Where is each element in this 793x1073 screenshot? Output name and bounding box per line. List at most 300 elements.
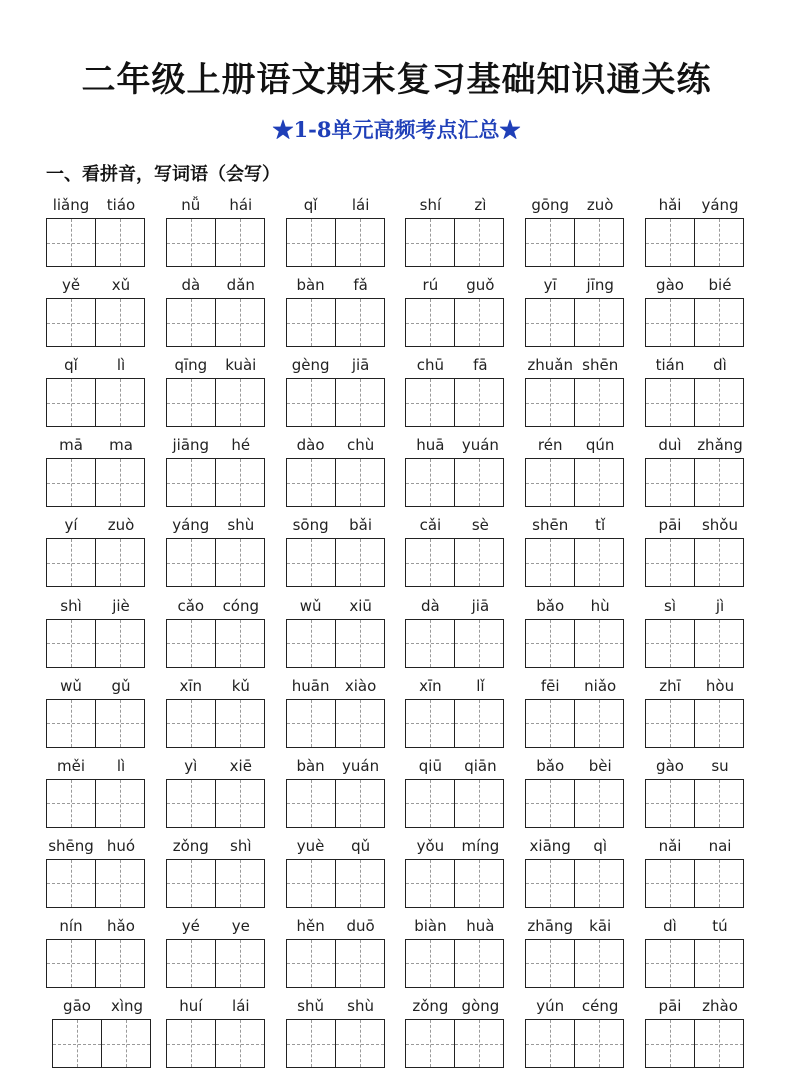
guide-line-horizontal — [575, 563, 623, 564]
writing-cell[interactable] — [287, 539, 335, 586]
pinyin-label: zhāng — [527, 916, 573, 935]
tianzige-writing-box[interactable] — [166, 1019, 265, 1068]
guide-line-horizontal — [646, 1044, 694, 1045]
writing-cell[interactable] — [526, 539, 574, 586]
pinyin-label: yuán — [342, 756, 380, 775]
tianzige-writing-box[interactable] — [46, 779, 145, 828]
pinyin-label: cǎi — [419, 516, 442, 535]
guide-line-horizontal — [646, 323, 694, 324]
writing-cell[interactable] — [406, 1020, 454, 1067]
writing-cell[interactable] — [335, 620, 384, 667]
tianzige-writing-box[interactable] — [645, 1019, 744, 1068]
pinyin-label: bàn — [296, 276, 325, 295]
tianzige-writing-box[interactable] — [166, 939, 265, 988]
writing-cell[interactable] — [95, 299, 144, 346]
tianzige-writing-box[interactable] — [405, 1019, 504, 1068]
writing-cell[interactable] — [47, 299, 95, 346]
tianzige-writing-box[interactable] — [645, 619, 744, 668]
pinyin-label: huà — [466, 916, 495, 935]
writing-cell[interactable] — [646, 459, 694, 506]
writing-cell[interactable] — [574, 219, 623, 266]
tianzige-writing-box[interactable] — [645, 218, 744, 267]
exercise-row — [46, 593, 746, 673]
guide-line-horizontal — [455, 323, 503, 324]
writing-cell[interactable] — [646, 700, 694, 747]
writing-cell[interactable] — [694, 620, 743, 667]
pinyin-label: tǐ — [595, 516, 606, 535]
writing-cell[interactable] — [646, 940, 694, 987]
writing-cell[interactable] — [406, 219, 454, 266]
writing-cell[interactable] — [215, 940, 264, 987]
writing-cell[interactable] — [167, 620, 215, 667]
writing-cell[interactable] — [101, 1020, 150, 1067]
guide-line-horizontal — [287, 403, 335, 404]
pinyin-label: hù — [590, 596, 610, 615]
writing-cell[interactable] — [574, 780, 623, 827]
word-item — [405, 272, 506, 352]
writing-cell[interactable] — [694, 379, 743, 426]
tianzige-writing-box[interactable] — [645, 699, 744, 748]
tianzige-writing-box[interactable] — [525, 939, 624, 988]
tianzige-writing-box[interactable] — [645, 779, 744, 828]
guide-line-horizontal — [53, 1044, 101, 1045]
tianzige-writing-box[interactable] — [46, 619, 145, 668]
guide-line-horizontal — [646, 243, 694, 244]
writing-cell[interactable] — [215, 860, 264, 907]
tianzige-writing-box[interactable] — [525, 458, 624, 507]
guide-line-horizontal — [526, 243, 574, 244]
writing-cell[interactable] — [287, 459, 335, 506]
tianzige-writing-box[interactable] — [166, 538, 265, 587]
writing-cell[interactable] — [167, 459, 215, 506]
tianzige-writing-box[interactable] — [525, 779, 624, 828]
tianzige-writing-box[interactable] — [405, 458, 504, 507]
tianzige-writing-box[interactable] — [166, 699, 265, 748]
tianzige-writing-box[interactable] — [166, 859, 265, 908]
word-item — [645, 352, 746, 432]
tianzige-writing-box[interactable] — [405, 699, 504, 748]
guide-line-horizontal — [336, 803, 384, 804]
writing-cell[interactable] — [215, 620, 264, 667]
writing-cell[interactable] — [167, 299, 215, 346]
writing-cell[interactable] — [574, 700, 623, 747]
pinyin-label: yě — [61, 276, 81, 295]
tianzige-writing-box[interactable] — [46, 538, 145, 587]
word-item — [525, 192, 626, 272]
tianzige-writing-box[interactable] — [525, 1019, 624, 1068]
guide-line-horizontal — [216, 883, 264, 884]
writing-cell[interactable] — [335, 940, 384, 987]
tianzige-writing-box[interactable] — [46, 458, 145, 507]
guide-line-horizontal — [646, 483, 694, 484]
tianzige-writing-box[interactable] — [525, 298, 624, 347]
writing-cell[interactable] — [167, 379, 215, 426]
writing-cell[interactable] — [646, 299, 694, 346]
tianzige-writing-box[interactable] — [166, 779, 265, 828]
pinyin-label: bàn — [296, 756, 325, 775]
pinyin-label: yáng — [701, 196, 739, 214]
word-item — [46, 352, 147, 432]
writing-cell[interactable] — [406, 620, 454, 667]
guide-line-horizontal — [695, 403, 743, 404]
pinyin-label: lì — [116, 356, 126, 375]
writing-cell[interactable] — [287, 940, 335, 987]
writing-cell[interactable] — [335, 539, 384, 586]
writing-cell[interactable] — [694, 940, 743, 987]
writing-cell[interactable] — [167, 1020, 215, 1067]
guide-line-horizontal — [47, 963, 95, 964]
tianzige-writing-box[interactable] — [525, 218, 624, 267]
tianzige-writing-box[interactable] — [166, 458, 265, 507]
writing-cell[interactable] — [335, 299, 384, 346]
pinyin-label: fǎ — [353, 276, 368, 295]
guide-line-horizontal — [406, 1044, 454, 1045]
tianzige-writing-box[interactable] — [166, 619, 265, 668]
pinyin-label: bǎo — [536, 596, 565, 615]
writing-cell[interactable] — [95, 379, 144, 426]
word-item — [166, 833, 267, 913]
writing-cell[interactable] — [215, 539, 264, 586]
tianzige-writing-box[interactable] — [645, 939, 744, 988]
guide-line-horizontal — [167, 723, 215, 724]
pinyin-label: pāi — [658, 997, 682, 1015]
writing-cell[interactable] — [95, 940, 144, 987]
writing-cell[interactable] — [215, 299, 264, 346]
writing-cell[interactable] — [694, 539, 743, 586]
writing-cell[interactable] — [646, 539, 694, 586]
tianzige-writing-box[interactable] — [405, 218, 504, 267]
word-item — [525, 432, 626, 512]
tianzige-writing-box[interactable] — [46, 939, 145, 988]
guide-line-horizontal — [47, 323, 95, 324]
tianzige-writing-box[interactable] — [645, 458, 744, 507]
writing-cell[interactable] — [406, 379, 454, 426]
writing-cell[interactable] — [406, 459, 454, 506]
guide-line-horizontal — [646, 723, 694, 724]
tianzige-writing-box[interactable] — [286, 779, 385, 828]
writing-cell[interactable] — [646, 1020, 694, 1067]
writing-cell[interactable] — [454, 860, 503, 907]
guide-line-horizontal — [526, 883, 574, 884]
guide-line-horizontal — [167, 323, 215, 324]
writing-cell[interactable] — [95, 780, 144, 827]
tianzige-writing-box[interactable] — [286, 699, 385, 748]
writing-cell[interactable] — [406, 539, 454, 586]
tianzige-writing-box[interactable] — [52, 1019, 151, 1068]
word-item — [166, 753, 267, 833]
writing-cell[interactable] — [574, 379, 623, 426]
writing-cell[interactable] — [47, 539, 95, 586]
writing-cell[interactable] — [406, 940, 454, 987]
writing-cell[interactable] — [526, 620, 574, 667]
guide-line-horizontal — [575, 1044, 623, 1045]
writing-cell[interactable] — [95, 459, 144, 506]
writing-cell[interactable] — [167, 700, 215, 747]
guide-line-horizontal — [96, 963, 144, 964]
writing-cell[interactable] — [167, 219, 215, 266]
writing-cell[interactable] — [47, 620, 95, 667]
pinyin-label: sì — [664, 596, 676, 615]
writing-cell[interactable] — [335, 780, 384, 827]
word-item — [525, 593, 626, 673]
writing-cell[interactable] — [574, 539, 623, 586]
tianzige-writing-box[interactable] — [645, 298, 744, 347]
guide-line-horizontal — [47, 643, 95, 644]
writing-cell[interactable] — [215, 1020, 264, 1067]
guide-line-horizontal — [526, 403, 574, 404]
writing-cell[interactable] — [694, 780, 743, 827]
tianzige-writing-box[interactable] — [46, 699, 145, 748]
writing-cell[interactable] — [47, 379, 95, 426]
writing-cell[interactable] — [454, 219, 503, 266]
tianzige-writing-box[interactable] — [405, 619, 504, 668]
writing-cell[interactable] — [287, 860, 335, 907]
writing-cell[interactable] — [406, 780, 454, 827]
tianzige-writing-box[interactable] — [405, 859, 504, 908]
guide-line-horizontal — [336, 883, 384, 884]
guide-line-horizontal — [455, 963, 503, 964]
pinyin-label: zuò — [107, 516, 135, 535]
tianzige-writing-box[interactable] — [405, 538, 504, 587]
pinyin-label: lǐ — [476, 676, 485, 695]
writing-cell[interactable] — [287, 299, 335, 346]
guide-line-horizontal — [336, 963, 384, 964]
tianzige-writing-box[interactable] — [405, 779, 504, 828]
writing-cell[interactable] — [335, 219, 384, 266]
pinyin-label: bǎo — [536, 756, 565, 775]
guide-line-horizontal — [455, 883, 503, 884]
writing-cell[interactable] — [526, 780, 574, 827]
tianzige-writing-box[interactable] — [286, 538, 385, 587]
tianzige-writing-box[interactable] — [286, 218, 385, 267]
writing-cell[interactable] — [287, 780, 335, 827]
pinyin-label: dǎn — [226, 276, 255, 295]
tianzige-writing-box[interactable] — [166, 298, 265, 347]
word-item — [525, 512, 626, 592]
writing-cell[interactable] — [454, 1020, 503, 1067]
writing-cell[interactable] — [646, 379, 694, 426]
writing-cell[interactable] — [215, 459, 264, 506]
pinyin-label: gèng — [291, 356, 330, 375]
writing-cell[interactable] — [574, 1020, 623, 1067]
writing-cell[interactable] — [95, 539, 144, 586]
guide-line-horizontal — [216, 243, 264, 244]
writing-cell[interactable] — [335, 379, 384, 426]
writing-cell[interactable] — [574, 299, 623, 346]
writing-cell[interactable] — [646, 219, 694, 266]
writing-cell[interactable] — [454, 940, 503, 987]
writing-cell[interactable] — [694, 459, 743, 506]
tianzige-writing-box[interactable] — [645, 378, 744, 427]
writing-cell[interactable] — [335, 1020, 384, 1067]
pinyin-label: yún — [536, 997, 565, 1015]
writing-cell[interactable] — [454, 299, 503, 346]
writing-cell[interactable] — [574, 860, 623, 907]
writing-cell[interactable] — [574, 459, 623, 506]
writing-cell[interactable] — [526, 459, 574, 506]
tianzige-writing-box[interactable] — [645, 859, 744, 908]
pinyin-label: qiān — [464, 756, 497, 775]
guide-line-horizontal — [336, 723, 384, 724]
pinyin-label: tú — [712, 916, 728, 935]
guide-line-horizontal — [287, 803, 335, 804]
guide-line-horizontal — [167, 963, 215, 964]
guide-line-horizontal — [406, 243, 454, 244]
writing-cell[interactable] — [526, 860, 574, 907]
tianzige-writing-box[interactable] — [525, 619, 624, 668]
writing-cell[interactable] — [47, 860, 95, 907]
tianzige-writing-box[interactable] — [286, 939, 385, 988]
writing-cell[interactable] — [526, 219, 574, 266]
word-item — [166, 593, 267, 673]
writing-cell[interactable] — [694, 860, 743, 907]
pinyin-label: ye — [231, 916, 250, 935]
writing-cell[interactable] — [694, 1020, 743, 1067]
pinyin-label: sè — [471, 516, 489, 535]
word-item — [405, 753, 506, 833]
tianzige-writing-box[interactable] — [46, 298, 145, 347]
tianzige-writing-box[interactable] — [286, 859, 385, 908]
tianzige-writing-box[interactable] — [525, 538, 624, 587]
tianzige-writing-box[interactable] — [46, 859, 145, 908]
writing-cell[interactable] — [406, 700, 454, 747]
writing-cell[interactable] — [694, 700, 743, 747]
writing-cell[interactable] — [47, 700, 95, 747]
tianzige-writing-box[interactable] — [286, 298, 385, 347]
writing-cell[interactable] — [454, 539, 503, 586]
word-item — [405, 993, 506, 1073]
tianzige-writing-box[interactable] — [286, 619, 385, 668]
tianzige-writing-box[interactable] — [525, 699, 624, 748]
writing-cell[interactable] — [215, 379, 264, 426]
writing-cell[interactable] — [454, 780, 503, 827]
pinyin-label: jiā — [471, 596, 490, 615]
writing-cell[interactable] — [215, 780, 264, 827]
writing-cell[interactable] — [646, 780, 694, 827]
guide-line-horizontal — [646, 963, 694, 964]
tianzige-writing-box[interactable] — [166, 378, 265, 427]
writing-cell[interactable] — [47, 459, 95, 506]
writing-cell[interactable] — [454, 379, 503, 426]
writing-cell[interactable] — [574, 620, 623, 667]
writing-cell[interactable] — [526, 299, 574, 346]
tianzige-writing-box[interactable] — [166, 218, 265, 267]
tianzige-writing-box[interactable] — [46, 378, 145, 427]
tianzige-writing-box[interactable] — [286, 1019, 385, 1068]
guide-line-horizontal — [216, 723, 264, 724]
writing-cell[interactable] — [454, 459, 503, 506]
writing-cell[interactable] — [526, 700, 574, 747]
pinyin-label: cǎo — [177, 596, 205, 615]
writing-cell[interactable] — [526, 940, 574, 987]
pinyin-label: dào — [296, 436, 325, 455]
guide-line-horizontal — [575, 403, 623, 404]
pinyin-label: huān — [291, 676, 330, 695]
writing-cell[interactable] — [287, 379, 335, 426]
writing-cell[interactable] — [574, 940, 623, 987]
writing-cell[interactable] — [95, 700, 144, 747]
word-item — [286, 993, 387, 1073]
tianzige-writing-box[interactable] — [405, 298, 504, 347]
pinyin-label: shǒu — [701, 516, 738, 535]
writing-cell[interactable] — [454, 700, 503, 747]
guide-line-horizontal — [287, 1044, 335, 1045]
writing-cell[interactable] — [95, 219, 144, 266]
writing-cell[interactable] — [646, 620, 694, 667]
writing-cell[interactable] — [646, 860, 694, 907]
guide-line-horizontal — [575, 483, 623, 484]
tianzige-writing-box[interactable] — [525, 378, 624, 427]
tianzige-writing-box[interactable] — [286, 378, 385, 427]
writing-cell[interactable] — [167, 780, 215, 827]
writing-cell[interactable] — [454, 620, 503, 667]
writing-cell[interactable] — [526, 1020, 574, 1067]
tianzige-writing-box[interactable] — [46, 218, 145, 267]
pinyin-label: xiāng — [529, 836, 571, 855]
guide-line-horizontal — [695, 883, 743, 884]
writing-cell[interactable] — [167, 940, 215, 987]
exercise-row — [46, 993, 746, 1073]
pinyin-label: xīn — [419, 676, 442, 695]
writing-cell[interactable] — [406, 299, 454, 346]
word-item — [405, 352, 506, 432]
writing-cell[interactable] — [335, 700, 384, 747]
tianzige-writing-box[interactable] — [405, 939, 504, 988]
writing-cell[interactable] — [335, 459, 384, 506]
writing-cell[interactable] — [287, 219, 335, 266]
writing-cell[interactable] — [47, 219, 95, 266]
guide-line-horizontal — [216, 323, 264, 324]
tianzige-writing-box[interactable] — [286, 458, 385, 507]
word-item — [405, 192, 506, 272]
pinyin-label: yuè — [296, 836, 325, 855]
writing-cell[interactable] — [287, 700, 335, 747]
guide-line-horizontal — [695, 483, 743, 484]
guide-line-horizontal — [287, 243, 335, 244]
pinyin-label: shù — [227, 516, 255, 535]
writing-cell[interactable] — [167, 539, 215, 586]
guide-line-horizontal — [575, 723, 623, 724]
writing-cell[interactable] — [694, 299, 743, 346]
writing-cell[interactable] — [47, 780, 95, 827]
writing-cell[interactable] — [215, 219, 264, 266]
writing-cell[interactable] — [335, 860, 384, 907]
pinyin-label: kuài — [225, 356, 257, 375]
pinyin-label: shì — [230, 836, 252, 855]
word-item — [645, 593, 746, 673]
word-item — [405, 673, 506, 753]
tianzige-writing-box[interactable] — [645, 538, 744, 587]
writing-cell[interactable] — [53, 1020, 101, 1067]
word-item — [286, 192, 387, 272]
writing-cell[interactable] — [95, 620, 144, 667]
writing-cell[interactable] — [406, 860, 454, 907]
writing-cell[interactable] — [287, 1020, 335, 1067]
tianzige-writing-box[interactable] — [525, 859, 624, 908]
word-item — [645, 673, 746, 753]
writing-cell[interactable] — [167, 860, 215, 907]
guide-line-horizontal — [526, 723, 574, 724]
guide-line-horizontal — [695, 243, 743, 244]
word-item — [645, 272, 746, 352]
writing-cell[interactable] — [95, 860, 144, 907]
writing-cell[interactable] — [215, 700, 264, 747]
writing-cell[interactable] — [694, 219, 743, 266]
writing-cell[interactable] — [47, 940, 95, 987]
tianzige-writing-box[interactable] — [405, 378, 504, 427]
writing-cell[interactable] — [287, 620, 335, 667]
writing-cell[interactable] — [526, 379, 574, 426]
